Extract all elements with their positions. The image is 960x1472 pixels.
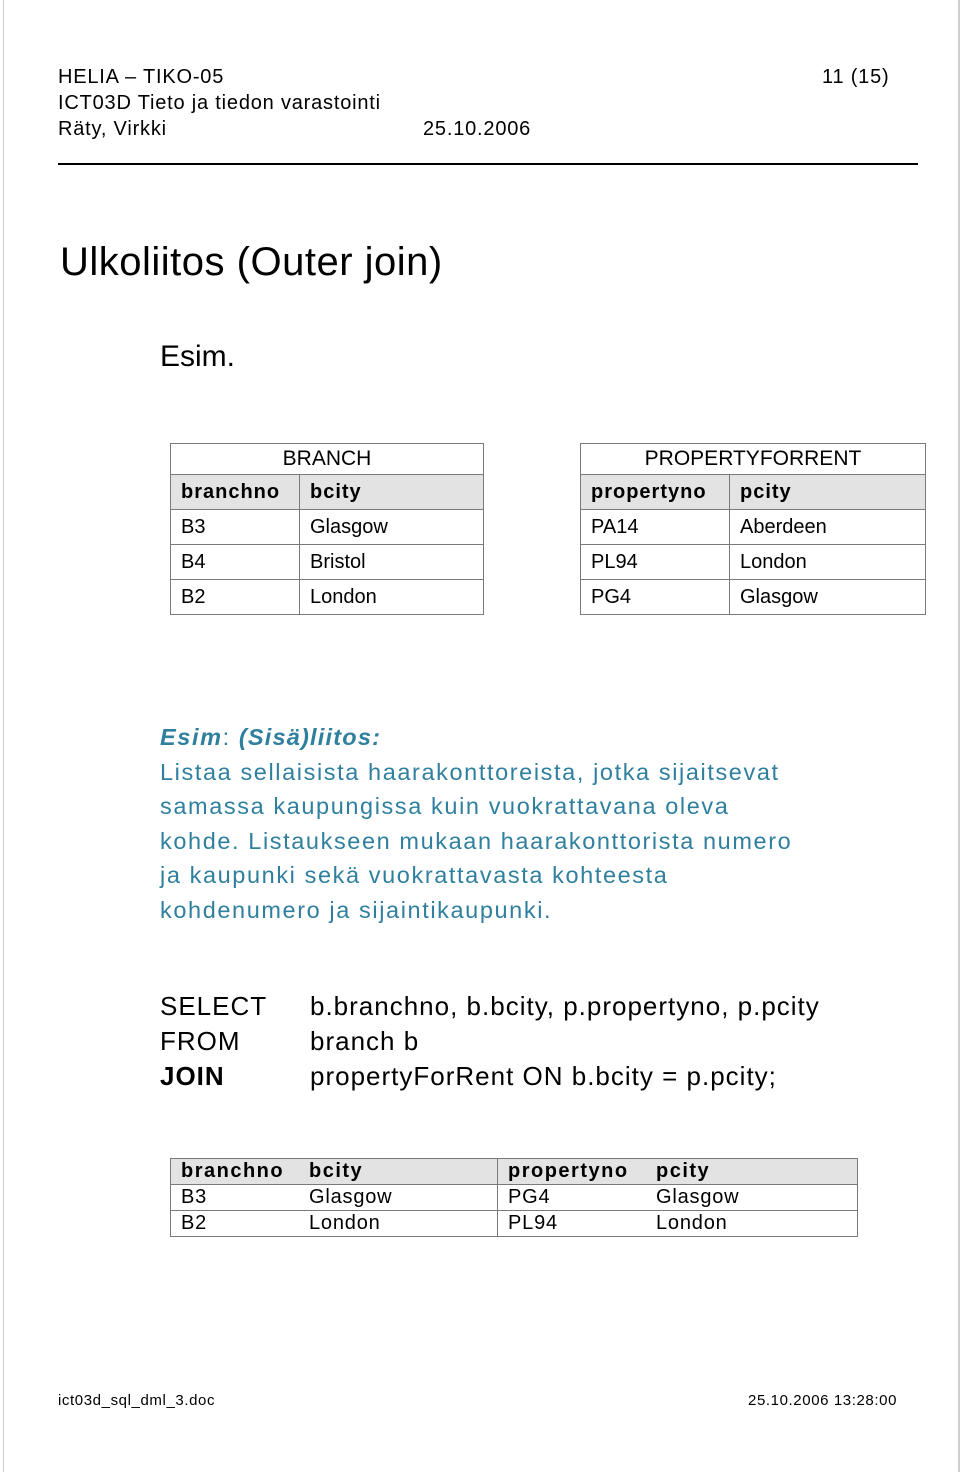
table-cell: B2	[171, 1211, 300, 1237]
description-line: samassa kaupungissa kuin vuokrattavana oleva	[160, 793, 730, 819]
table-cell: London	[299, 1211, 498, 1237]
sql-keyword: JOIN	[160, 1061, 225, 1091]
table-row	[581, 580, 926, 615]
table-row	[581, 545, 926, 580]
column-header: branchno	[171, 1159, 300, 1185]
page-border-left	[3, 0, 4, 1472]
table-cell: PL94	[581, 545, 730, 580]
table-row	[171, 1185, 858, 1211]
description-line: kohdenumero ja sijaintikaupunki.	[160, 896, 553, 923]
page-title: Ulkoliitos (Outer join)	[60, 240, 443, 284]
column-header: bcity	[300, 475, 484, 510]
table-cell: Glasgow	[299, 1185, 498, 1211]
label-separator: :	[222, 724, 231, 750]
table-row	[171, 580, 484, 615]
column-header: branchno	[171, 475, 300, 510]
column-header: bcity	[299, 1159, 498, 1185]
table-cell: PL94	[498, 1211, 647, 1237]
table-cell: PG4	[581, 580, 730, 615]
header-page-number: 11 (15)	[822, 66, 890, 88]
header-date: 25.10.2006	[423, 118, 532, 140]
table-cell: Bristol	[300, 545, 484, 580]
table-cell: B3	[171, 1185, 300, 1211]
table-cell: B3	[171, 510, 300, 545]
branch-table	[170, 443, 484, 615]
table-cell: London	[300, 580, 484, 615]
column-header: pcity	[730, 475, 926, 510]
result-table	[170, 1158, 858, 1237]
table-row	[171, 545, 484, 580]
esim-label: Esim	[160, 724, 223, 750]
table-cell: B4	[171, 545, 300, 580]
table-row	[581, 510, 926, 545]
header-authors: Räty, Virkki	[58, 118, 167, 140]
table-cell: Glasgow	[646, 1185, 858, 1211]
table-row	[171, 510, 484, 545]
table-row	[171, 1211, 858, 1237]
property-table	[580, 443, 926, 615]
example-label: Esim.	[160, 340, 235, 373]
table-cell: Glasgow	[300, 510, 484, 545]
table-cell: Aberdeen	[730, 510, 926, 545]
property-table-caption: PROPERTYFORRENT	[581, 444, 926, 475]
table-cell: B2	[171, 580, 300, 615]
header-org: HELIA – TIKO-05	[58, 66, 225, 88]
description-heading	[160, 720, 940, 755]
inner-join-label: (Sisä)liitos:	[238, 724, 382, 750]
sql-clause: propertyForRent ON b.bcity = p.pcity;	[310, 1061, 777, 1091]
table-cell: PA14	[581, 510, 730, 545]
header-divider	[58, 163, 918, 165]
table-cell: London	[646, 1211, 858, 1237]
table-cell: London	[730, 545, 926, 580]
header-course: ICT03D Tieto ja tiedon varastointi	[58, 92, 381, 114]
description-paragraph	[160, 720, 940, 927]
table-cell: Glasgow	[730, 580, 926, 615]
column-header: pcity	[646, 1159, 858, 1185]
sql-keyword: FROM	[160, 1026, 241, 1056]
table-cell: PG4	[498, 1185, 647, 1211]
description-line: Listaa sellaisista haarakonttoreista, jotka sijaitsevat	[160, 758, 780, 785]
column-header: propertyno	[498, 1159, 647, 1185]
column-header: propertyno	[581, 475, 730, 510]
sql-keyword: SELECT	[160, 991, 268, 1021]
description-line: kohde. Listaukseen mukaan haarakonttorista numero	[160, 827, 793, 854]
footer-filename: ict03d_sql_dml_3.doc	[58, 1392, 216, 1409]
sql-clause: b.branchno, b.bcity, p.propertyno, p.pcity	[310, 991, 820, 1021]
footer-timestamp: 25.10.2006 13:28:00	[748, 1392, 898, 1409]
sql-clause: branch b	[310, 1026, 420, 1056]
description-line: ja kaupunki sekä vuokrattavasta kohteesta	[160, 862, 669, 888]
branch-table-caption: BRANCH	[171, 444, 484, 475]
